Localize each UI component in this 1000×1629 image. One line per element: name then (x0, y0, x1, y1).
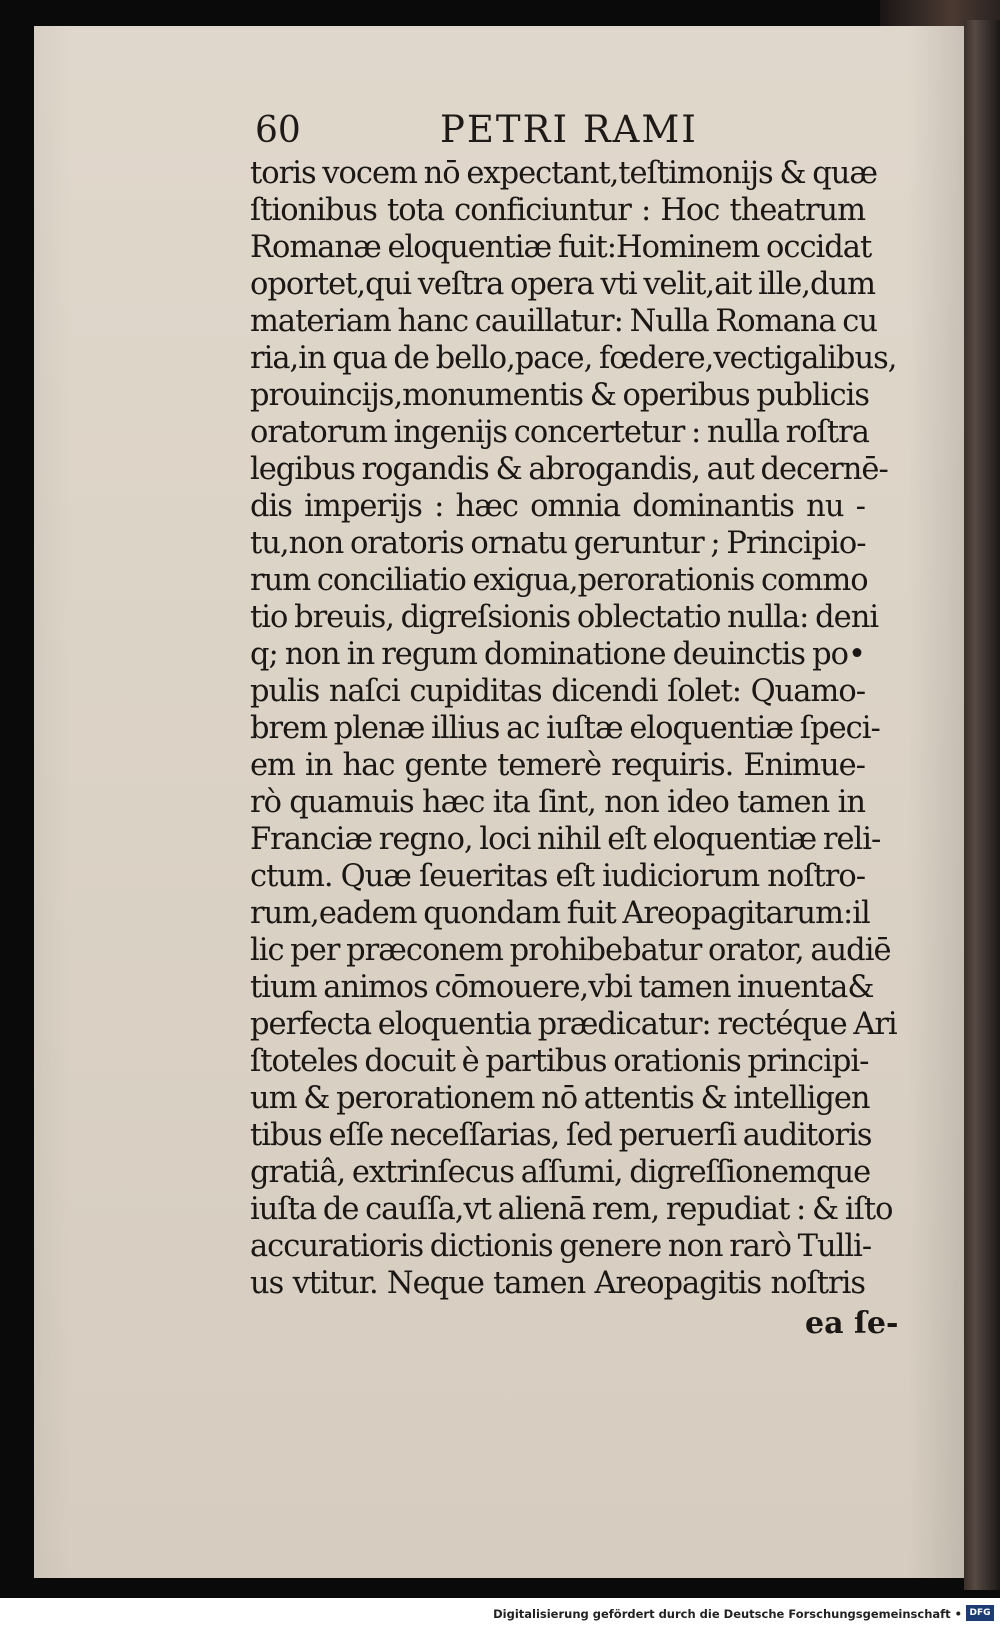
text-line: brem plenæ illius ac iuſtæ eloquentiæ ſpeci- (250, 711, 880, 746)
text-line: accuratioris dictionis genere non rarò Tulli- (250, 1229, 872, 1264)
text-line: ctum. Quæ ſeueritas eſt iudiciorum noſtro- (250, 859, 865, 894)
text-line: oratorum ingenijs concertetur : nulla roſtra (250, 415, 869, 450)
text-line: rò quamuis hæc ita ſint, non ideo tamen in (250, 785, 865, 820)
text-line: Romanæ eloquentiæ fuit:Hominem occidat (250, 230, 872, 265)
text-line: iuſta de cauſſa,vt alienā rem, repudiat : & iſto (250, 1192, 893, 1227)
text-line: tibus eſſe neceſſarias, ſed peruerſi auditoris (250, 1118, 872, 1153)
text-line: Franciæ regno, loci nihil eſt eloquentiæ reli- (250, 822, 881, 857)
text-line: legibus rogandis & abrogandis, aut decernē- (250, 452, 888, 487)
text-line: tu,non oratoris ornatu geruntur ; Principio- (250, 526, 866, 561)
text-line: prouincijs,monumentis & operibus publicis (250, 378, 870, 413)
text-line: ſtionibus tota conficiuntur : Hoc theatrum (250, 193, 865, 228)
page-number: 60 (255, 110, 301, 151)
text-line: ria,in qua de bello,pace, fœdere,vectigalibus, (250, 341, 897, 376)
text-line: tium animos cōmouere,vbi tamen inuenta& (250, 970, 874, 1005)
digitization-footer (0, 1598, 1000, 1629)
book-edge-right (964, 20, 1000, 1590)
text-line: em in hac gente temerè requiris. Enimue- (250, 748, 865, 783)
text-line: q; non in regum dominatione deuinctis po• (250, 637, 865, 672)
running-title: PETRI RAMI (440, 108, 698, 151)
text-line: lic per præconem prohibebatur orator, audiē (250, 933, 891, 968)
text-line: rum conciliatio exigua,perorationis commo (250, 563, 868, 598)
text-line: toris vocem nō expectant,teſtimonijs & quæ (250, 156, 878, 191)
text-line: us vtitur. Neque tamen Areopagitis noſtris (250, 1266, 865, 1301)
text-line: oportet,qui veſtra opera vti velit,ait ille,dum (250, 267, 876, 302)
text-line: ſtoteles docuit è partibus orationis principi- (250, 1044, 869, 1079)
funding-credit: Digitalisierung gefördert durch die Deutsche Forschungsgemeinschaft • (493, 1607, 962, 1621)
text-line: um & perorationem nō attentis & intelligen (250, 1081, 870, 1116)
catchword: ea ſe- (805, 1306, 899, 1341)
text-line: materiam hanc cauillatur: Nulla Romana cu (250, 304, 877, 339)
text-line: perfecta eloquentia prædicatur: rectéque Ari (250, 1007, 897, 1042)
dfg-logo: DFG (966, 1605, 994, 1621)
body-text (250, 155, 897, 1302)
text-line: pulis naſci cupiditas dicendi ſolet: Quamo- (250, 674, 865, 709)
text-line: tio breuis, digreſsionis oblectatio nulla: deni (250, 600, 879, 635)
text-line: rum,eadem quondam fuit Areopagitarum:il (250, 896, 870, 931)
text-line: dis imperijs : hæc omnia dominantis nu - (250, 489, 865, 524)
text-line: gratiâ, extrinſecus aſſumi, digreſſionemque (250, 1155, 871, 1190)
